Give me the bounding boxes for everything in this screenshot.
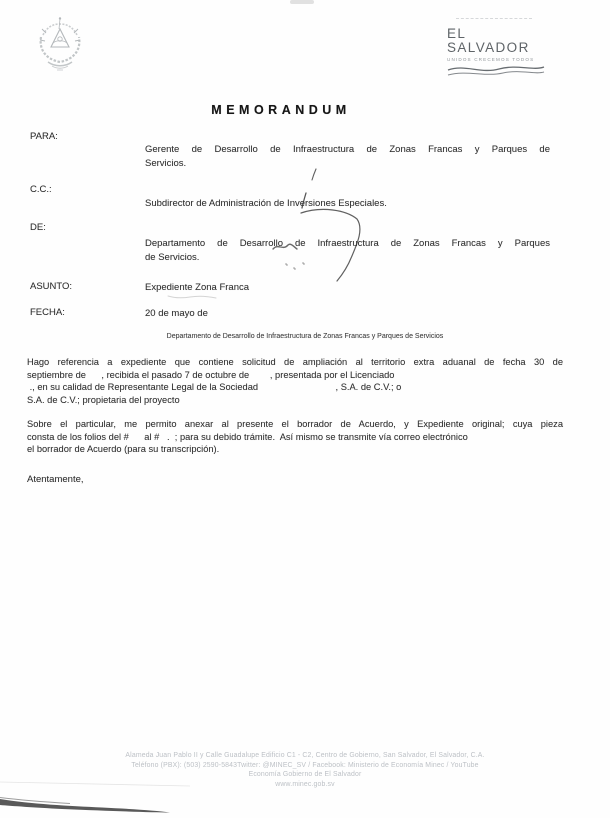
p2-line-1: Sobre el particular, me permito anexar al presente el borrador de Acuerdo, y Expediente original; cuya pieza xyxy=(27,419,563,429)
footer-line-2: Teléfono (PBX): (503) 2590-5843Twitter: @MINEC_SV / Facebook: Ministerio de Economía Minec / YouTube xyxy=(131,761,479,769)
p2-line-3: el borrador de Acuerdo (para su transcripción). xyxy=(27,444,220,455)
pen-tick-mark xyxy=(312,169,316,180)
department-line: Departamento de Desarrollo de Infraestructura de Zonas Francas y Parques de Servicios xyxy=(166,333,444,340)
p2-line-2: consta de los folios del # al # . ; para su debido trámite. Así mismo se transmite vía correo electrónico xyxy=(27,431,468,442)
field-value-de xyxy=(145,237,550,264)
footer-line-4: www.minec.gob.sv xyxy=(275,781,335,789)
footer-line-1: Alameda Juan Pablo II y Calle Guadalupe Edificio C1 - C2, Centro de Gobierno, San Salvador, El Salvador, C.A. xyxy=(125,752,485,759)
field-label-asunto: ASUNTO: xyxy=(30,281,73,292)
logo-faint-text-line xyxy=(456,18,532,19)
body-paragraph-2 xyxy=(27,418,563,456)
footer-address xyxy=(0,751,610,790)
de-line-1: Departamento de Desarrollo de Infraestructura de Zonas Francas y Parques xyxy=(145,238,550,249)
field-label-cc: C.C.: xyxy=(30,184,52,195)
field-label-para: PARA: xyxy=(30,131,58,142)
p1-line-3: ., en su calidad de Representante Legal de la Sociedad , S.A. de C.V.; o xyxy=(27,382,402,393)
field-value-cc xyxy=(145,197,550,211)
field-label-fecha: FECHA: xyxy=(30,307,65,318)
logo-title: EL SALVADOR xyxy=(447,26,530,55)
field-value-asunto: Expediente Zona Franca xyxy=(145,282,250,293)
footer-line-3: Economía Gobierno de El Salvador xyxy=(248,771,362,779)
memo-title: MEMORANDUM xyxy=(211,103,351,117)
p1-line-2: septiembre de , recibida el pasado 7 de octubre de , presentada por el Licenciado xyxy=(27,369,395,380)
logo-waves-icon xyxy=(447,63,549,84)
scan-smudge xyxy=(290,0,314,4)
p1-line-4: S.A. de C.V.; propietaria del proyecto xyxy=(27,395,180,406)
p1-line-1: Hago referencia a expediente que contiene solicitud de ampliación al territorio extra aduanal de fecha 30 de xyxy=(27,357,563,367)
el-salvador-coat-of-arms-icon xyxy=(33,15,87,73)
de-line-2: de Servicios. xyxy=(145,251,200,263)
closing-text: Atentamente, xyxy=(27,474,84,485)
field-label-de: DE: xyxy=(30,222,46,233)
scan-underline-artifact xyxy=(168,296,216,298)
field-value-fecha: 20 de mayo de xyxy=(145,308,208,319)
para-line-2: Servicios. xyxy=(145,157,187,169)
el-salvador-logo xyxy=(447,18,549,84)
field-value-para xyxy=(145,143,550,170)
body-paragraph-1 xyxy=(27,356,563,407)
para-line-1: Gerente de Desarrollo de Infraestructura de Zonas Francas y Parques de xyxy=(145,144,550,155)
logo-tagline: UNIDOS CRECEMOS TODOS xyxy=(447,57,535,62)
cc-line-1: Subdirector de Administración de Inversiones Especiales. xyxy=(145,198,387,209)
